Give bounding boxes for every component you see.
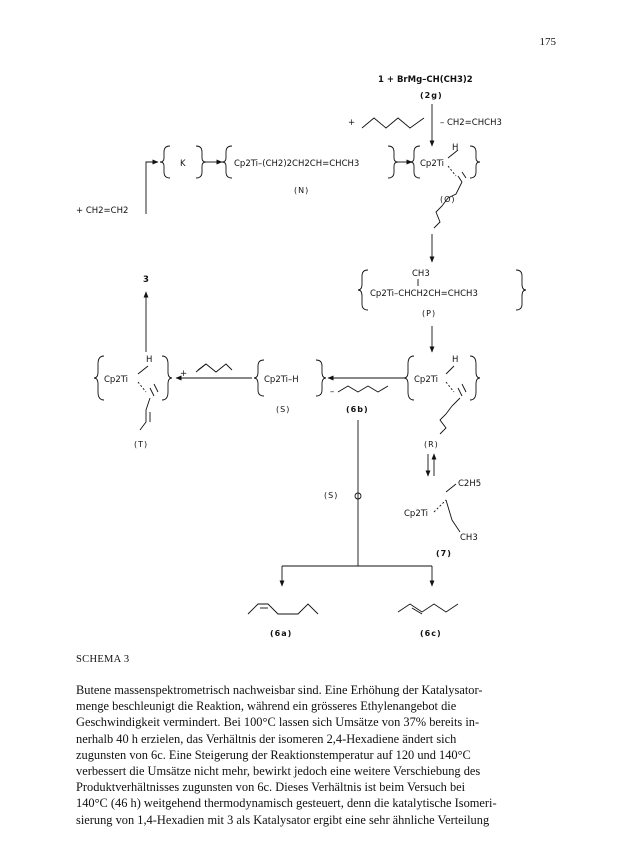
R-hydride: H — [452, 355, 459, 365]
T-vinyl — [140, 398, 150, 430]
R-brace — [404, 356, 414, 400]
6c-sketch — [398, 604, 458, 612]
body-line: verbessert die Umsätze nicht mehr, bewirkt jedoch eine weitere Verschiebung des — [76, 764, 481, 779]
O-brace — [410, 146, 420, 178]
7-ethyl: C2H5 — [458, 479, 482, 489]
label-6c: (6c) — [420, 629, 442, 638]
7-label: (7) — [436, 549, 452, 558]
catalyst-3: 3 — [143, 275, 149, 285]
R-cp2ti: Cp2Ti — [414, 375, 439, 385]
T-hydride: H — [146, 355, 153, 365]
reactant-line: 1 + BrMg–CH(CH3)2 — [378, 75, 473, 85]
K-brace — [160, 146, 170, 178]
T-brace — [94, 356, 104, 400]
ethylene: + CH2=CH2 — [76, 206, 129, 216]
plus-butadiene: + — [180, 369, 188, 379]
body-line: nerhalb 40 h erzielen, das Verhältnis der isomeren 2,4-Hexadiene ändert sich — [76, 731, 457, 746]
propene-loss: – CH2=CHCH3 — [440, 118, 502, 128]
P-methyl: CH3 — [412, 269, 430, 279]
body-line: sierung von 1,4-Hexadien mit 3 als Katalysator ergibt eine sehr ähnliche Verteilung — [76, 812, 490, 827]
scheme-caption: SCHEMA 3 — [76, 654, 130, 665]
page-number: 175 — [539, 36, 556, 48]
body-line: Geschwindigkeit vermindert. Bei 100°C lassen sich Umsätze von 37% bereits in- — [76, 715, 480, 730]
6b-sketch — [338, 386, 388, 392]
T-label: (T) — [134, 440, 149, 449]
S-brace — [254, 360, 264, 396]
P-formula: Cp2Ti–CHCH2CH=CHCH3 — [370, 289, 478, 299]
P-label: (P) — [422, 309, 437, 318]
O-label: (O) — [440, 195, 456, 204]
body-line: 140°C (46 h) weitgehend thermodynamisch gesteuert, denn die katalytische Isomeri- — [76, 796, 497, 811]
N-formula: Cp2Ti–(CH2)2CH2CH=CHCH3 — [234, 159, 360, 169]
minus-6b: – — [330, 387, 335, 397]
body-line: zugunsten von 6c. Eine Steigerung der Reaktionstemperatur auf 120 und 140°C — [76, 747, 471, 762]
S-catalyst: (S) — [324, 491, 339, 500]
S-formula: Cp2Ti–H — [264, 375, 299, 385]
label-6b: (6b) — [346, 405, 369, 414]
O-hydride: H — [452, 143, 459, 153]
body-text — [76, 682, 552, 828]
R-chain — [440, 398, 460, 434]
reactant-label: (2g) — [420, 91, 443, 100]
label-6a: (6a) — [270, 629, 293, 638]
6a-sketch — [248, 604, 318, 614]
N-brace — [222, 146, 232, 178]
R-label: (R) — [424, 440, 439, 449]
O-cp2ti: Cp2Ti — [420, 159, 445, 169]
P-brace — [358, 270, 368, 310]
plus-hexadiene: + — [348, 118, 356, 128]
N-label: (N) — [294, 186, 310, 195]
7-cp2ti: Cp2Ti — [404, 509, 429, 519]
body-line: menge beschleunigt die Reaktion, während ein grösseres Ethylenangebot die — [76, 699, 457, 714]
7-methyl: CH3 — [460, 533, 478, 543]
O-chain — [434, 182, 462, 228]
body-line: Produktverhältnisses zugunsten von 6c. Dieses Verhältnis ist beim Versuch bei — [76, 780, 466, 795]
S-label: (S) — [276, 405, 291, 414]
arrow-ethylene-K — [146, 162, 158, 214]
body-line: Butene massenspektrometrisch nachweisbar sind. Eine Erhöhung der Katalysator- — [76, 683, 483, 697]
K-label: K — [180, 159, 186, 169]
hexadiene-sketch — [362, 118, 424, 128]
T-cp2ti: Cp2Ti — [104, 375, 129, 385]
